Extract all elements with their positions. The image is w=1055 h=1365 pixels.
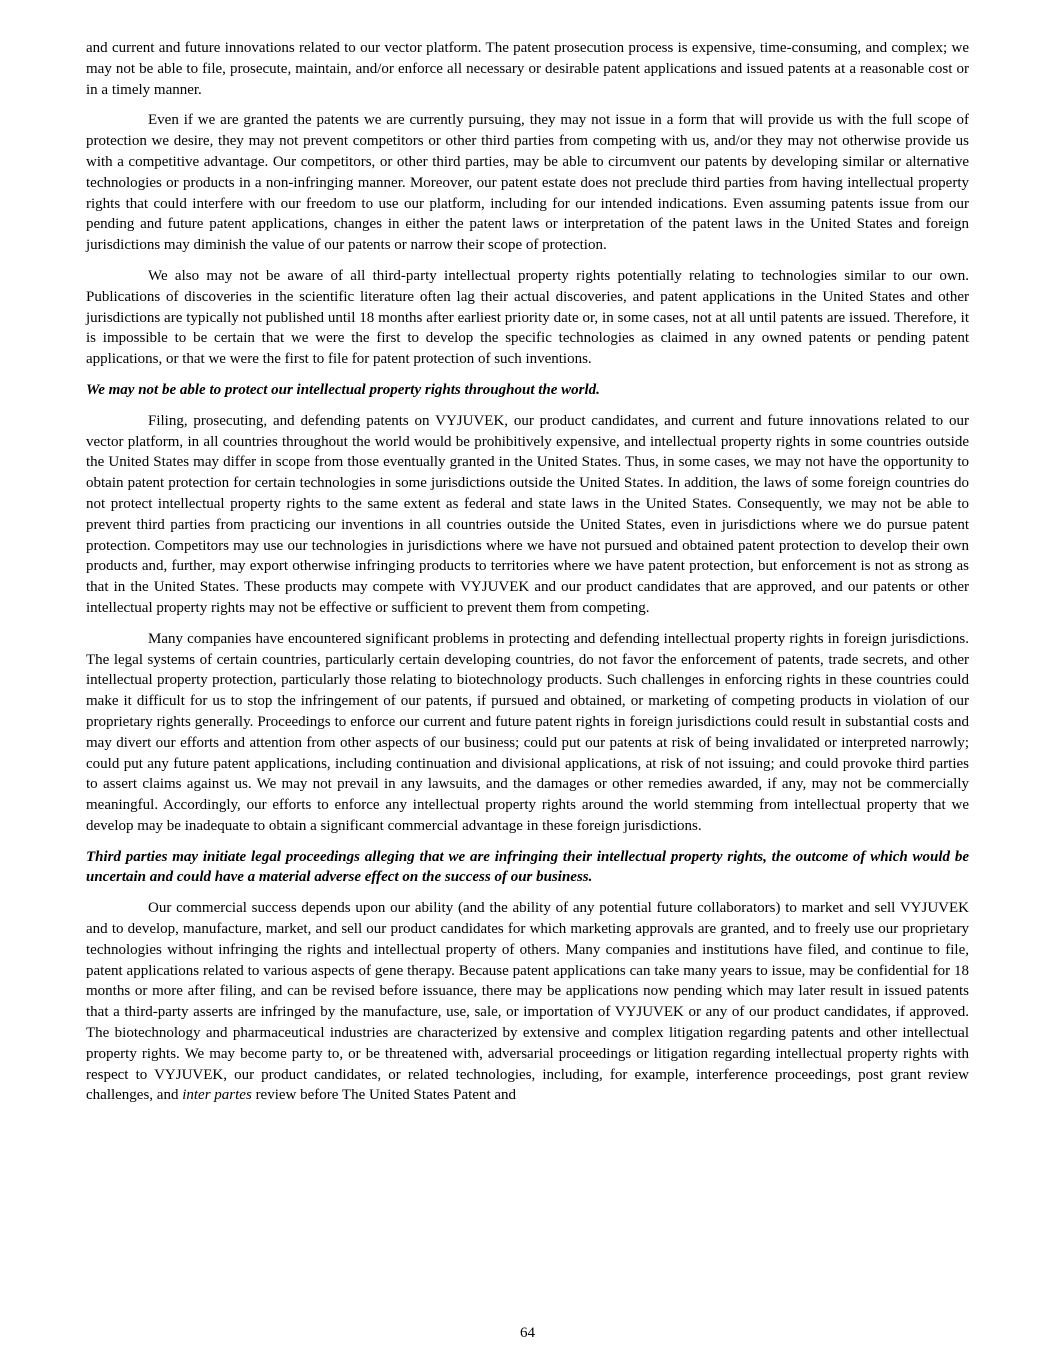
document-body	[86, 38, 969, 1116]
paragraph-text-continued: review before The United States Patent and	[251, 1087, 517, 1104]
paragraph: Even if we are granted the patents we are currently pursuing, they may not issue in a form that will provide us with the full scope of protection we desire, they may not prevent competitors or other third parties from competing with us, and/or they may not otherwise provide us with a competitive advantage. Our competitors, or other third parties, may be able to circumvent our patents by developing similar or alternative technologies or products in a non-infringing manner. Moreover, our patent estate does not preclude third parties from having intellectual property rights that could interfere with our freedom to use our platform, including for our intended indications. Even assuming patents issue from our pending and future patent applications, changes in either the patent laws or interpretation of the patent laws in the United States and foreign jurisdictions may diminish the value of our patents or narrow their scope of protection.	[86, 112, 969, 254]
italic-term: inter partes	[182, 1087, 252, 1104]
section-heading: Third parties may initiate legal proceedings alleging that we are infringing their intellectual property rights, the outcome of which would be uncertain and could have a material adverse effect on the success of our business.	[86, 848, 969, 886]
paragraph: and current and future innovations related to our vector platform. The patent prosecution process is expensive, time-consuming, and complex; we may not be able to file, prosecute, maintain, and/or enforce all necessary or desirable patent applications and issued patents at a reasonable cost or in a timely manner.	[86, 40, 969, 98]
paragraph-text: Our commercial success depends upon our ability (and the ability of any potential future collaborators) to market and sell VYJUVEK and to develop, manufacture, market, and sell our product candidates for which marketing approvals are granted, and to freely use our proprietary technologies without infringing the rights and intellectual property of others. Many companies and institutions have filed, and continue to file, patent applications related to various aspects of gene therapy. Because patent applications can take many years to issue, may be confidential for 18 months or more after filing, and can be revised before issuance, there may be applications now pending which may later result in issued patents that a third-party asserts are infringed by the manufacture, use, sale, or importation of VYJUVEK or any of our product candidates, if approved. The biotechnology and pharmaceutical industries are characterized by extensive and complex litigation regarding patents and other intellectual property rights. We may become party to, or be threatened with, adversarial proceedings or litigation regarding intellectual property rights with respect to VYJUVEK, our product candidates, or related technologies, including, for example, interference proceedings, post grant review challenges, and	[86, 900, 969, 1104]
paragraph: Filing, prosecuting, and defending patents on VYJUVEK, our product candidates, and current and future innovations related to our vector platform, in all countries throughout the world would be prohibitively expensive, and intellectual property rights in some countries outside the United States may differ in scope from those eventually granted in the United States. Thus, in some cases, we may not have the opportunity to obtain patent protection for certain technologies in some jurisdictions outside the United States. In addition, the laws of some foreign countries do not protect intellectual property rights to the same extent as federal and state laws in the United States. Consequently, we may not be able to prevent third parties from practicing our inventions in all countries outside the United States, even in jurisdictions where we do pursue patent protection. Competitors may use our technologies in jurisdictions where we have not pursued and obtained patent protection to develop their own products and, further, may export otherwise infringing products to territories where we have patent protection, but enforcement is not as strong as that in the United States. These products may compete with VYJUVEK and our product candidates that are approved, and our patents or other intellectual property rights may not be effective or sufficient to prevent them from competing.	[86, 412, 969, 616]
section-heading: We may not be able to protect our intellectual property rights throughout the world.	[86, 381, 600, 398]
paragraph: We also may not be aware of all third-party intellectual property rights potentially relating to technologies similar to our own. Publications of discoveries in the scientific literature often lag their actual discoveries, and patent applications in the United States and other jurisdictions are typically not published until 18 months after earliest priority date or, in some cases, not at all until patents are issued. Therefore, it is impossible to be certain that we were the first to develop the specific technologies as claimed in any owned patents or pending patent applications, or that we were the first to file for patent protection of such inventions.	[86, 267, 969, 368]
page-number: 64	[520, 1325, 535, 1341]
paragraph	[86, 898, 969, 1106]
paragraph: Many companies have encountered significant problems in protecting and defending intellectual property rights in foreign jurisdictions. The legal systems of certain countries, particularly certain developing countries, do not favor the enforcement of patents, trade secrets, and other intellectual property protection, particularly those relating to biotechnology products. Such challenges in enforcing rights in these countries could make it difficult for us to stop the infringement of our patents, if pursued and obtained, or marketing of competing products in violation of our proprietary rights generally. Proceedings to enforce our current and future patent rights in foreign jurisdictions could result in substantial costs and may divert our efforts and attention from other aspects of our business; could put our patents at risk of being invalidated or interpreted narrowly; could put any future patent applications, including continuation and divisional applications, at risk of not issuing; and could provoke third parties to assert claims against us. We may not prevail in any lawsuits, and the damages or other remedies awarded, if any, may not be commercially meaningful. Accordingly, our efforts to enforce any intellectual property rights around the world stemming from intellectual property that we develop may be inadequate to obtain a significant commercial advantage in these foreign jurisdictions.	[86, 630, 969, 834]
